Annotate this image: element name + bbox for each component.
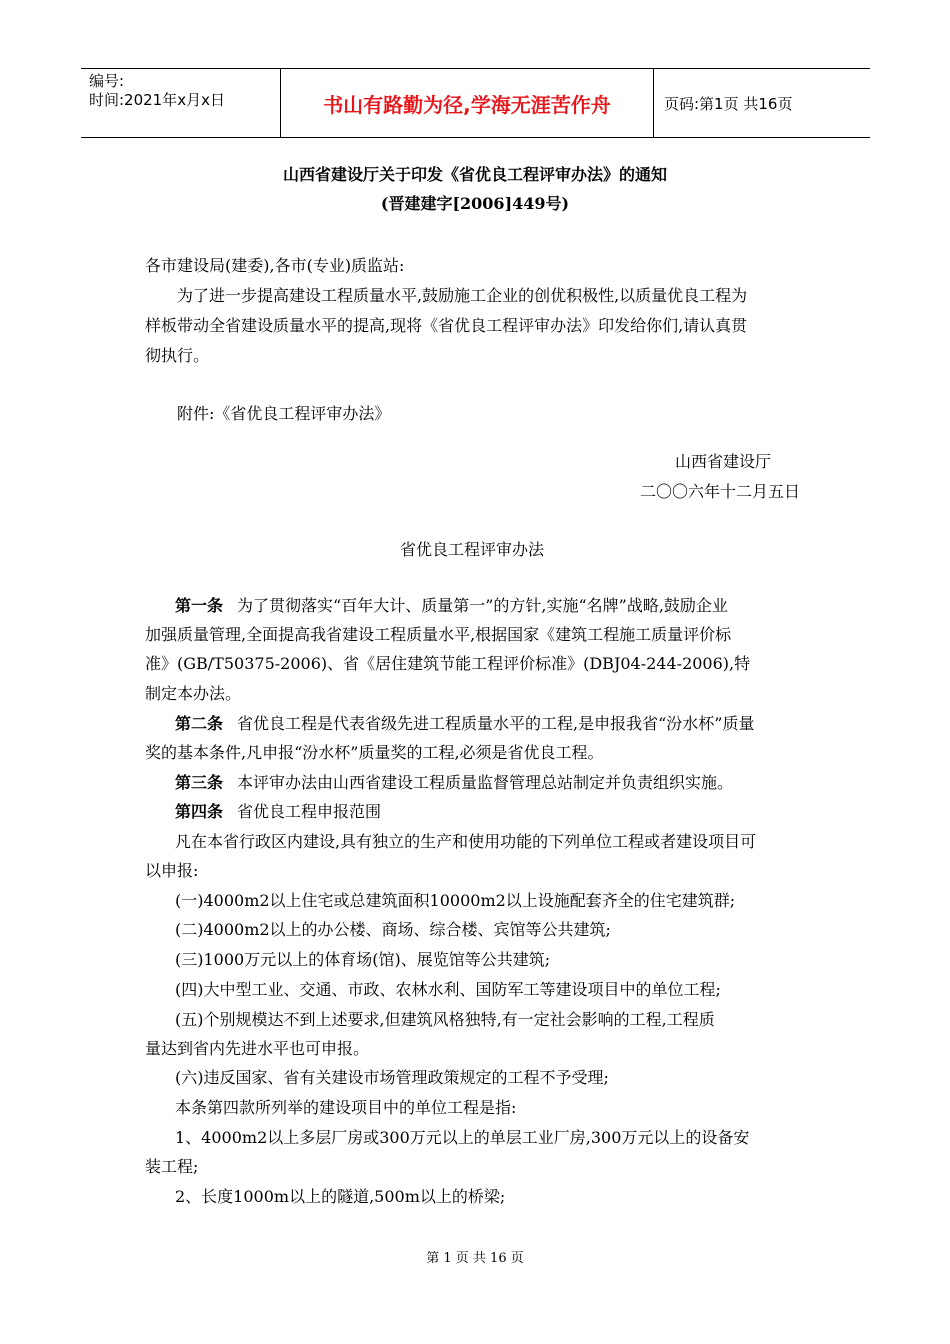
list-item: (四)大中型工业、交通、市政、农林水利、国防军工等建设项目中的单位工程;	[175, 980, 721, 999]
article-3	[175, 770, 733, 793]
header-left-cell	[81, 69, 281, 137]
number-label: 编号:	[89, 72, 125, 90]
article-text: 为了贯彻落实“百年大计、质量第一”的方针,实施“名牌”战略,鼓励企业	[237, 596, 728, 615]
page-info: 页码:第1页 共16页	[664, 94, 793, 113]
intro-line: 彻执行。	[145, 346, 210, 365]
article-text: 本评审办法由山西省建设工程质量监督管理总站制定并负责组织实施。	[237, 773, 734, 792]
document-title: 山西省建设厅关于印发《省优良工程评审办法》的通知	[282, 165, 667, 184]
signer: 山西省建设厅	[675, 452, 772, 471]
motto: 书山有路勤为径,学海无涯苦作舟	[281, 69, 654, 137]
article-text: 奖的基本条件,凡申报“汾水杯”质量奖的工程,必须是省优良工程。	[145, 743, 604, 762]
article-4	[175, 799, 381, 822]
intro-line: 样板带动全省建设质量水平的提高,现将《省优良工程评审办法》印发给你们,请认真贯	[145, 316, 748, 335]
article-body: 本条第四款所列举的建设项目中的单位工程是指:	[175, 1098, 517, 1117]
article-text: 制定本办法。	[145, 684, 242, 703]
article-body: 以申报:	[145, 861, 199, 880]
list-item: 装工程;	[145, 1157, 199, 1176]
list-item: (二)4000m2以上的办公楼、商场、综合楼、宾馆等公共建筑;	[175, 920, 611, 939]
page-footer: 第 1 页 共 16 页	[426, 1251, 524, 1266]
article-2	[175, 711, 754, 734]
issue-date: 二〇〇六年十二月五日	[640, 482, 801, 501]
header-table	[81, 68, 870, 138]
addressee: 各市建设局(建委),各市(专业)质监站:	[145, 256, 405, 275]
list-item: (五)个别规模达不到上述要求,但建筑风格独特,有一定社会影响的工程,工程质	[175, 1010, 715, 1029]
document-number: (晋建建字[2006]449号)	[380, 194, 570, 213]
list-item: 量达到省内先进水平也可申报。	[145, 1039, 370, 1058]
section-subtitle: 省优良工程评审办法	[400, 540, 545, 559]
article-1	[175, 593, 728, 616]
article-text: 加强质量管理,全面提高我省建设工程质量水平,根据国家《建筑工程施工质量评价标	[145, 625, 732, 644]
article-label: 第二条	[175, 714, 224, 733]
time-label: 时间:2021年x月x日	[89, 91, 225, 109]
article-label: 第四条	[175, 802, 224, 821]
attachment: 附件:《省优良工程评审办法》	[177, 404, 391, 423]
list-item: (三)1000万元以上的体育场(馆)、展览馆等公共建筑;	[175, 950, 551, 969]
list-item: 1、4000m2以上多层厂房或300万元以上的单层工业厂房,300万元以上的设备安	[175, 1128, 750, 1147]
list-item: (六)违反国家、省有关建设市场管理政策规定的工程不予受理;	[175, 1068, 609, 1087]
article-body: 凡在本省行政区内建设,具有独立的生产和使用功能的下列单位工程或者建设项目可	[175, 832, 757, 851]
article-text: 省优良工程是代表省级先进工程质量水平的工程,是申报我省“汾水杯”质量	[237, 714, 755, 733]
article-text: 省优良工程申报范围	[237, 802, 382, 821]
list-item: 2、长度1000m以上的隧道,500m以上的桥梁;	[175, 1187, 506, 1206]
article-text: 准》(GB/T50375-2006)、省《居住建筑节能工程评价标准》(DBJ04-244-2006),特	[145, 654, 751, 673]
article-label: 第三条	[175, 773, 224, 792]
intro-line: 为了进一步提高建设工程质量水平,鼓励施工企业的创优积极性,以质量优良工程为	[177, 286, 748, 305]
list-item: (一)4000m2以上住宅或总建筑面积10000m2以上设施配套齐全的住宅建筑群;	[175, 891, 736, 910]
article-label: 第一条	[175, 596, 224, 615]
